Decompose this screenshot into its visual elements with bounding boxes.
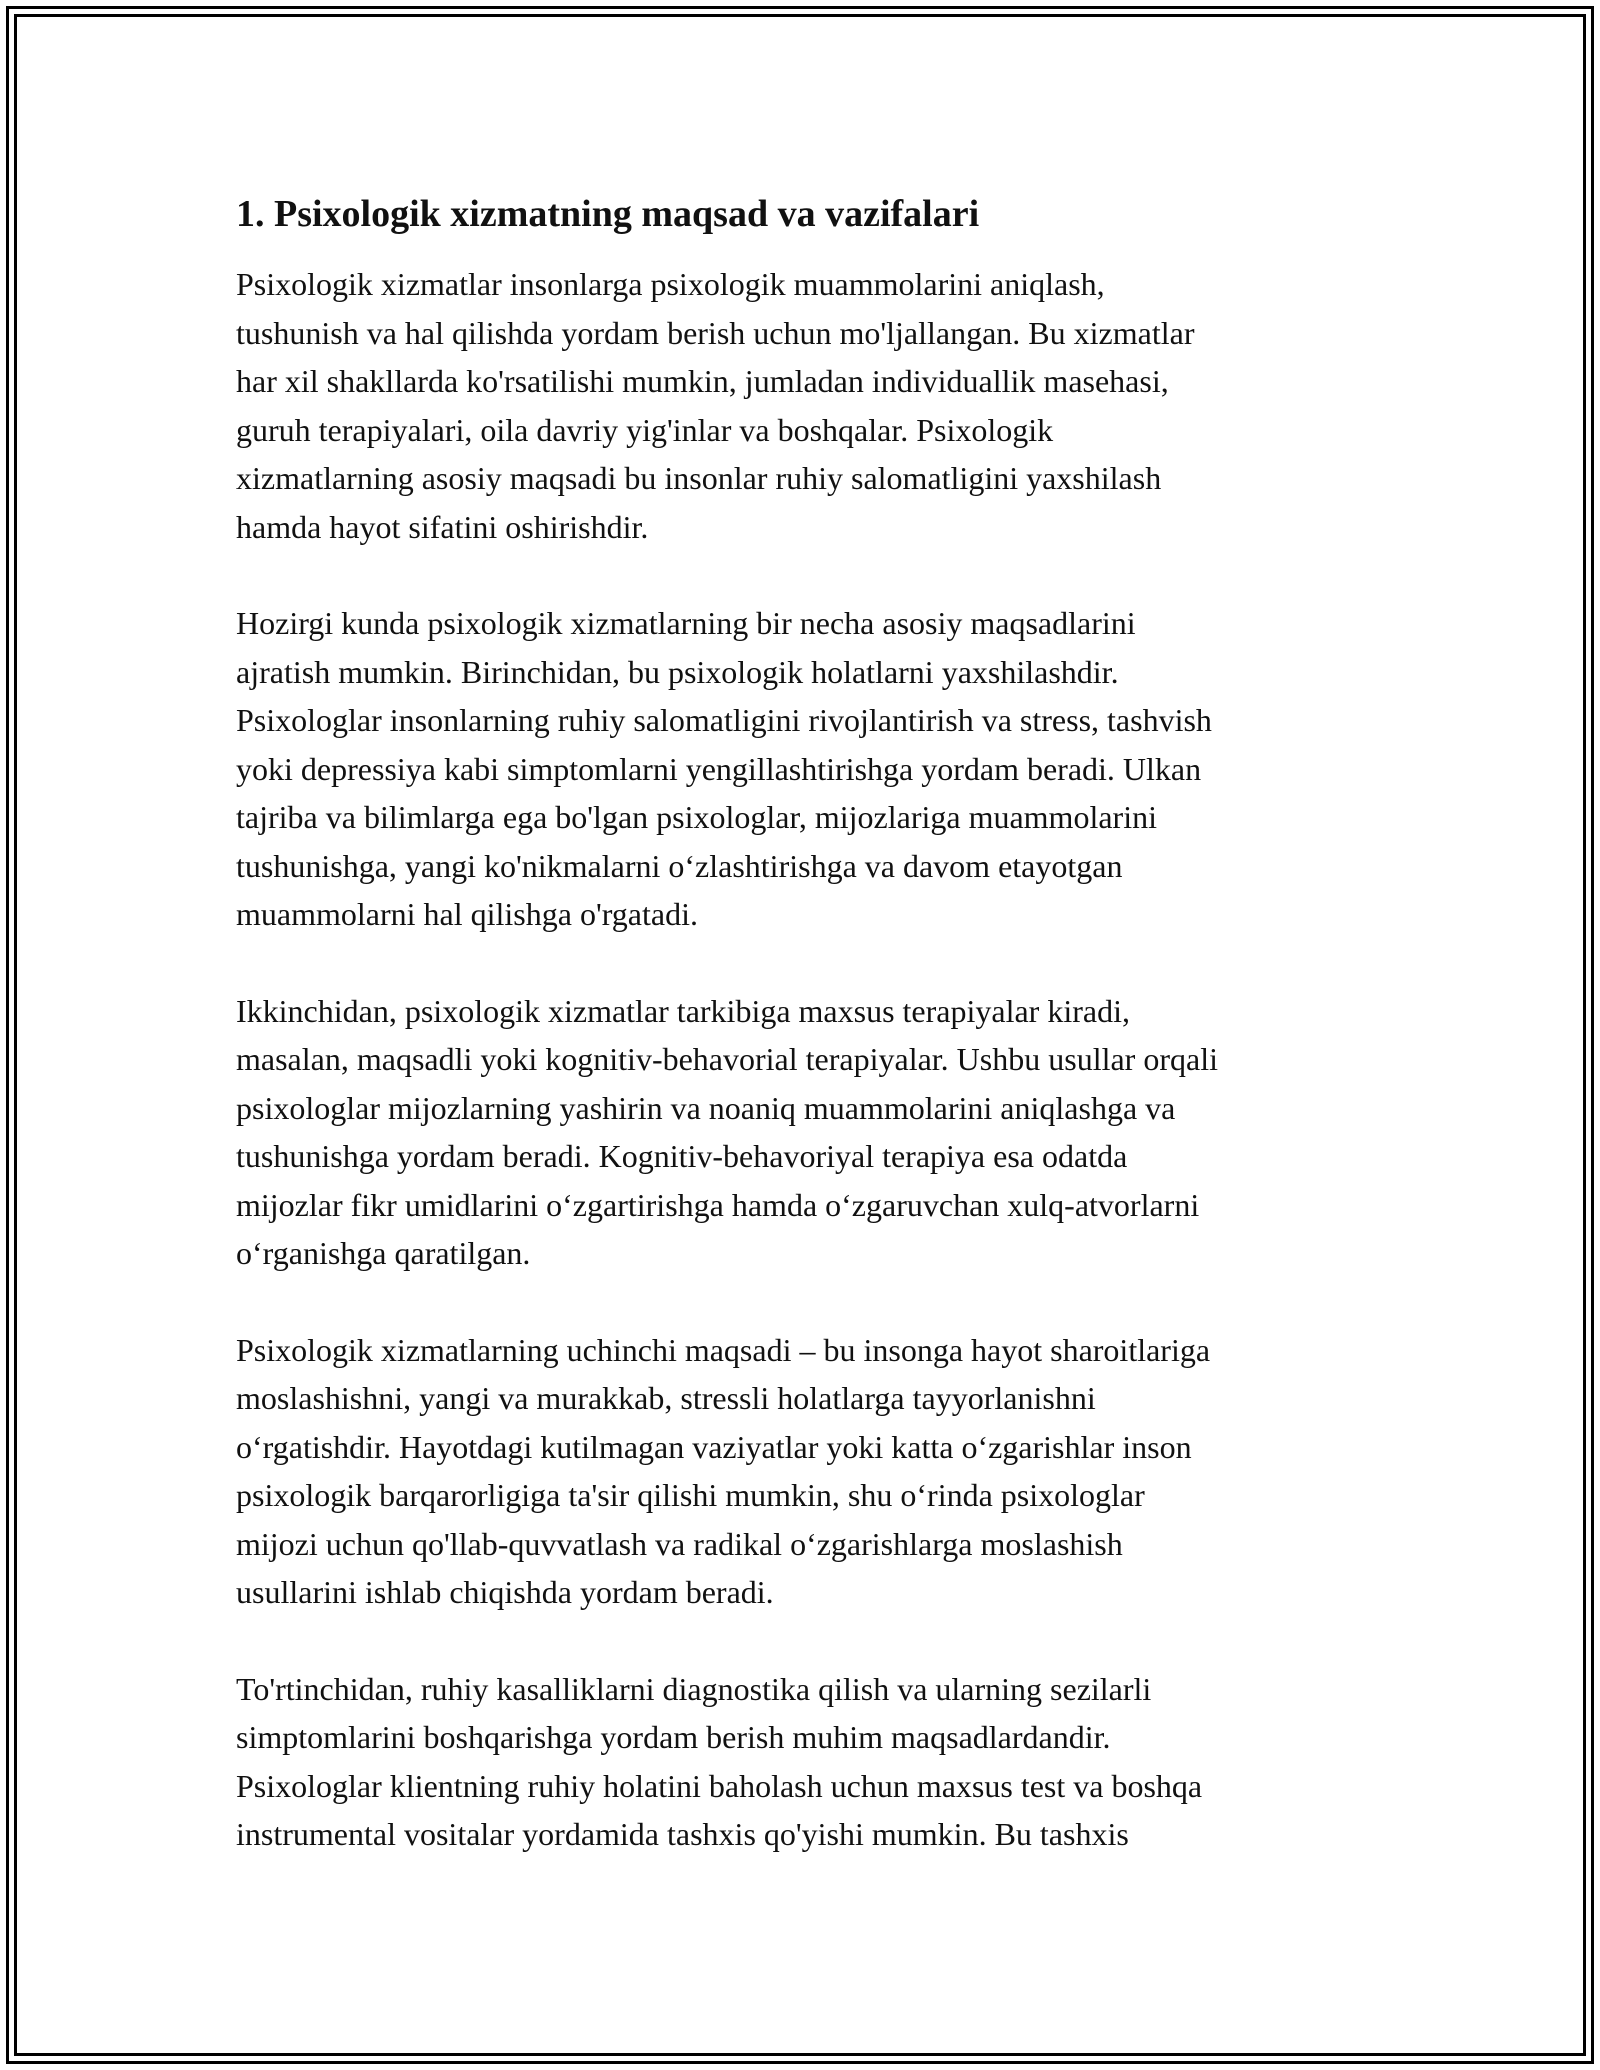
paragraph-line: mijozi uchun qo'llab-quvvatlash va radikal o‘zgarishlarga moslashish bbox=[236, 1525, 1123, 1562]
paragraph-line: psixologik barqarorligiga ta'sir qilishi mumkin, shu o‘rinda psixologlar bbox=[236, 1477, 1145, 1513]
document-body bbox=[236, 190, 1366, 1907]
paragraph-line: ajratish mumkin. Birinchidan, bu psixologik holatlarni yaxshilashdir. bbox=[236, 653, 1119, 690]
paragraph-line: Hozirgi kunda psixologik xizmatlarning bir necha asosiy maqsadlarini bbox=[236, 605, 1136, 641]
paragraph-line: tushunishga, yangi ko'nikmalarni o‘zlashtirishga va davom etayotgan bbox=[236, 847, 1123, 884]
paragraph-line: psixologlar mijozlarning yashirin va noaniq muammolarini aniqlashga va bbox=[236, 1089, 1176, 1126]
paragraph-line: Psixologlar klientning ruhiy holatini baholash uchun maxsus test va boshqa bbox=[236, 1767, 1203, 1804]
paragraph-line: Ikkinchidan, psixologik xizmatlar tarkibiga maxsus terapiyalar kiradi, bbox=[236, 992, 1130, 1029]
paragraph-line: instrumental vositalar yordamida tashxis qo'yishi mumkin. Bu tashxis bbox=[236, 1816, 1129, 1852]
paragraph-2 bbox=[236, 599, 1366, 939]
paragraph-line: usullarini ishlab chiqishda yordam beradi. bbox=[236, 1574, 774, 1610]
paragraph-line: To'rtinchidan, ruhiy kasalliklarni diagnostika qilish va ularning sezilarli bbox=[236, 1670, 1152, 1707]
paragraph-line: tushunishga yordam beradi. Kognitiv-behavoriyal terapiya esa odatda bbox=[236, 1138, 1128, 1174]
paragraph-line: yoki depressiya kabi simptomlarni yengillashtirishga yordam beradi. Ulkan bbox=[236, 750, 1202, 787]
section-heading: 1. Psixologik xizmatning maqsad va vazifalari bbox=[236, 193, 980, 235]
paragraph-line: guruh terapiyalari, oila davriy yig'inlar va boshqalar. Psixologik bbox=[236, 411, 1054, 448]
paragraph-line: Psixologik xizmatlarning uchinchi maqsadi – bu insonga hayot sharoitlariga bbox=[236, 1331, 1211, 1368]
paragraph-line: o‘rgatishdir. Hayotdagi kutilmagan vaziyatlar yoki katta o‘zgarishlar inson bbox=[236, 1428, 1192, 1465]
paragraph-line: Psixologlar insonlarning ruhiy salomatligini rivojlantirish va stress, tashvish bbox=[236, 702, 1212, 738]
paragraph-line: mijozlar fikr umidlarini o‘zgartirishga hamda o‘zgaruvchan xulq-atvorlarni bbox=[236, 1186, 1200, 1223]
paragraph-line: moslashishni, yangi va murakkab, stressli holatlarga tayyorlanishni bbox=[236, 1380, 1096, 1416]
paragraph-3 bbox=[236, 987, 1366, 1278]
paragraph-line: tajriba va bilimlarga ega bo'lgan psixologlar, mijozlariga muammolarini bbox=[236, 799, 1157, 835]
paragraph-4 bbox=[236, 1326, 1366, 1617]
paragraph-line: muammolarni hal qilishga o'rgatadi. bbox=[236, 896, 698, 932]
paragraph-line: o‘rganishga qaratilgan. bbox=[236, 1235, 531, 1271]
paragraph-line: Psixologik xizmatlar insonlarga psixologik muammolarini aniqlash, bbox=[236, 266, 1105, 302]
paragraph-5 bbox=[236, 1665, 1366, 1859]
paragraph-line: tushunish va hal qilishda yordam berish uchun mo'ljallangan. Bu xizmatlar bbox=[236, 314, 1195, 351]
paragraph-line: simptomlarini boshqarishga yordam berish muhim maqsadlardandir. bbox=[236, 1719, 1111, 1755]
paragraph-line: xizmatlarning asosiy maqsadi bu insonlar ruhiy salomatligini yaxshilash bbox=[236, 460, 1162, 496]
paragraph-line: hamda hayot sifatini oshirishdir. bbox=[236, 508, 649, 545]
paragraph-1 bbox=[236, 260, 1366, 551]
paragraph-line: har xil shakllarda ko'rsatilishi mumkin, jumladan individuallik masehasi, bbox=[236, 363, 1169, 399]
paragraph-line: masalan, maqsadli yoki kognitiv-behavorial terapiyalar. Ushbu usullar orqali bbox=[236, 1041, 1218, 1077]
